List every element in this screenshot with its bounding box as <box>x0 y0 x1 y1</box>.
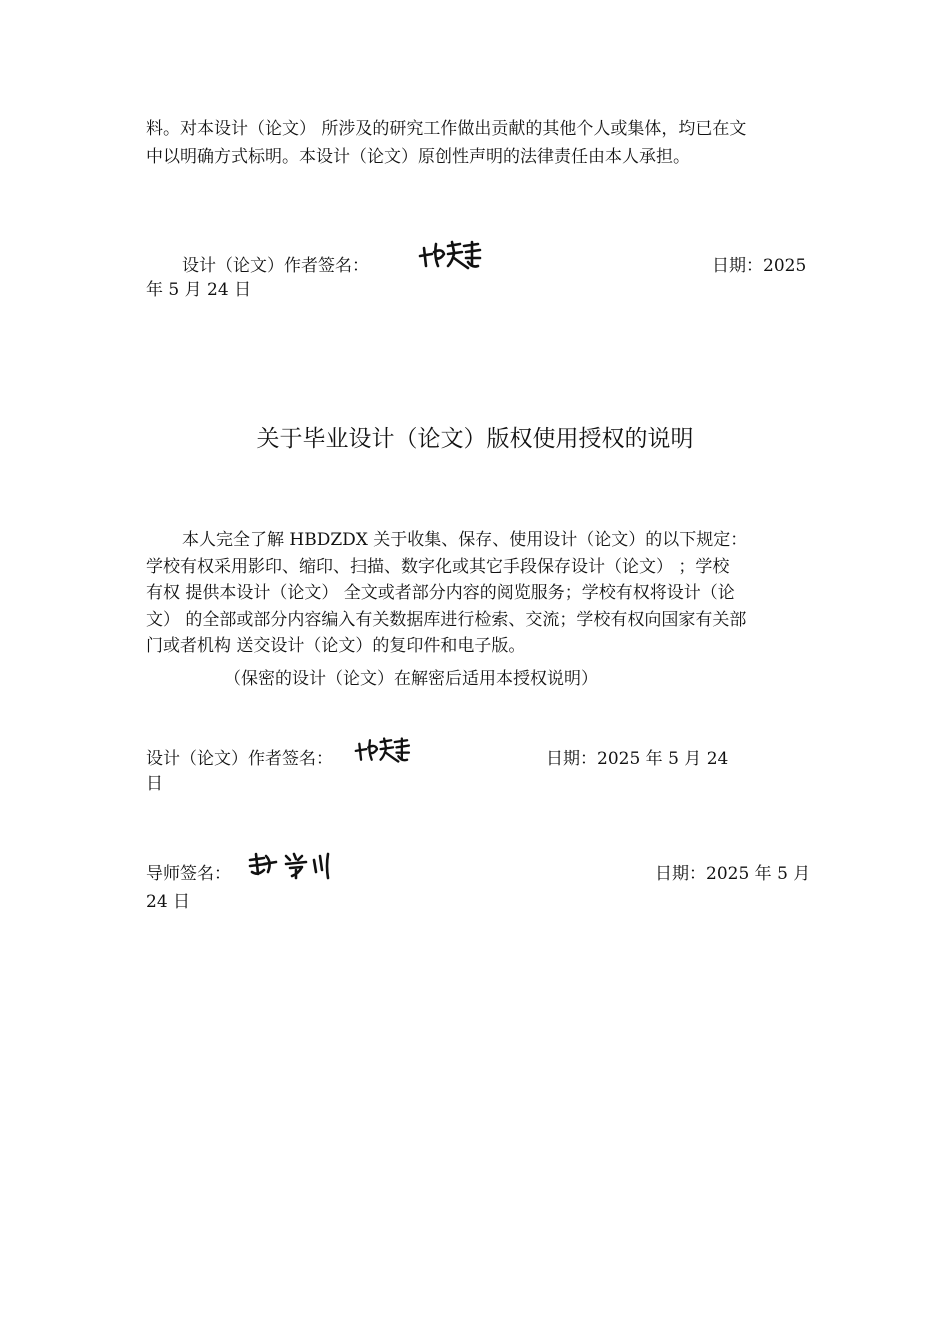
advisor-signature-label: 导师签名： <box>146 864 231 884</box>
author-signature-date: 日期：2025 年 5 月 24 <box>546 749 729 769</box>
authorization-line-4: 文） 的全部或部分内容编入有关数据库进行检索、交流；学校有权向国家有关部 <box>146 610 747 630</box>
declaration-date-label: 日期：2025 <box>712 256 807 276</box>
author-signature-date-continuation: 日 <box>146 774 163 794</box>
author-signature-image-2 <box>354 732 416 768</box>
advisor-signature-image <box>246 850 336 882</box>
authorization-note: （保密的设计（论文）在解密后适用本授权说明） <box>224 669 598 689</box>
advisor-signature-date: 日期：2025 年 5 月 <box>655 864 811 884</box>
declaration-signature-label: 设计（论文）作者签名： <box>182 256 369 276</box>
authorization-line-2: 学校有权采用影印、缩印、扫描、数字化或其它手段保存设计（论文） ；学校 <box>146 557 730 577</box>
authorization-line-5: 门或者机构 送交设计（论文）的复印件和电子版。 <box>146 636 526 656</box>
advisor-signature-date-continuation: 24 日 <box>146 892 191 912</box>
declaration-line-1: 料。对本设计（论文） 所涉及的研究工作做出贡献的其他个人或集体，均已在文 <box>146 119 747 139</box>
author-signature-image <box>418 236 488 274</box>
authorization-title: 关于毕业设计（论文）版权使用授权的说明 <box>256 426 694 452</box>
declaration-line-2: 中以明确方式标明。本设计（论文）原创性声明的法律责任由本人承担。 <box>146 147 690 167</box>
authorization-line-1: 本人完全了解 HBDZDX 关于收集、保存、使用设计（论文）的以下规定： <box>182 530 748 550</box>
authorization-line-3: 有权 提供本设计（论文） 全文或者部分内容的阅览服务；学校有权将设计（论 <box>146 583 735 603</box>
declaration-date-continuation: 年 5 月 24 日 <box>146 280 252 300</box>
author-signature-label: 设计（论文）作者签名： <box>146 749 333 769</box>
